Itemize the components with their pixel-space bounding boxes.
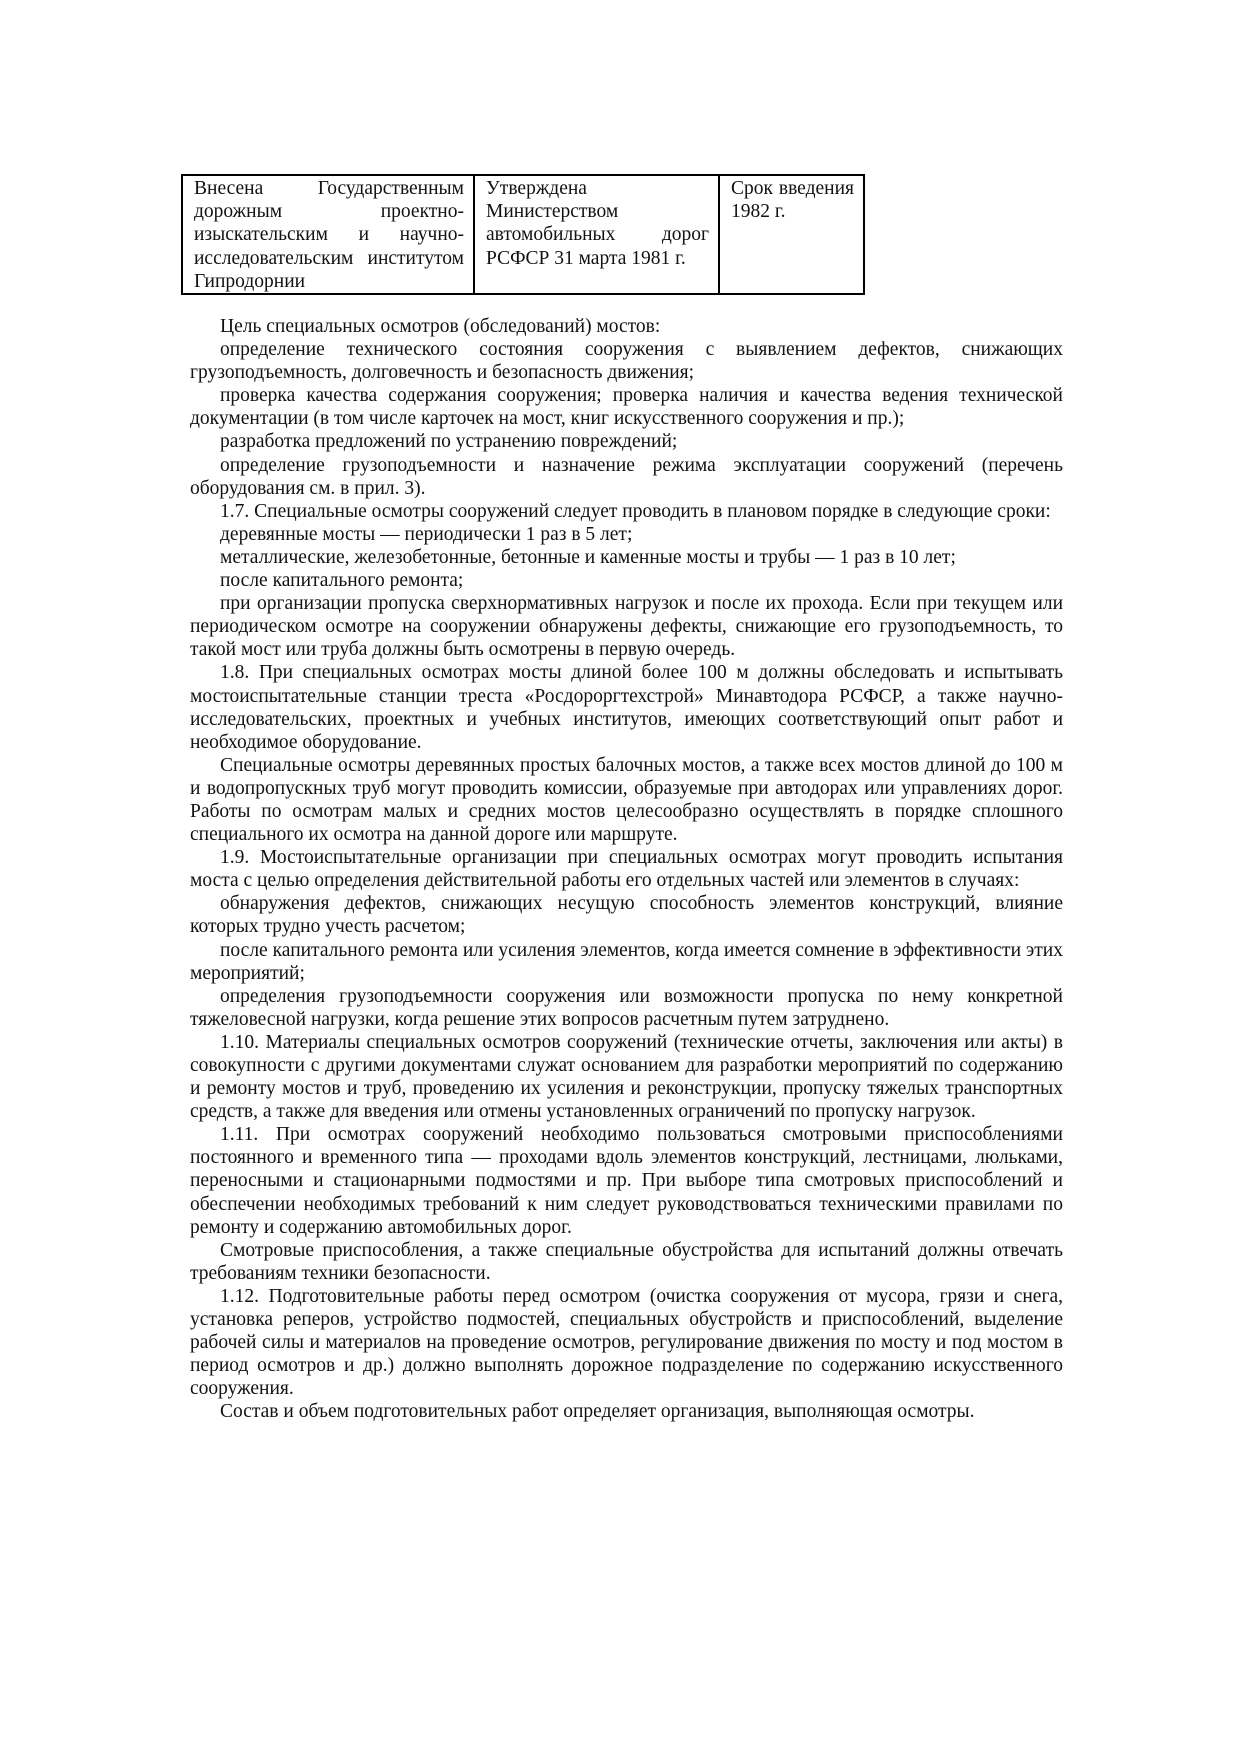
paragraph: обнаружения дефектов, снижающих несущую способность элементов конструкций, влияние которых трудно учесть расчетом; bbox=[190, 893, 1063, 938]
paragraph: Специальные осмотры деревянных простых балочных мостов, а также всех мостов длиной до 100 м и водопропускных труб могут проводить комиссии, образуемые при автодорах или управлениях дорог. Работы по осмотрам малых и средних мостов целесообразно осуществлять в порядке сплошного специального их осмотра на данной дороге или маршруте. bbox=[190, 754, 1063, 846]
paragraph: 1.11. При осмотрах сооружений необходимо пользоваться смотровыми приспособлениями постоянного и временного типа — проходами вдоль элементов конструкций, лестницами, люльками, переносными и стационарными подмостями и пр. При выборе типа смотровых приспособлений и обеспечении необходимых требований к ним следует руководствоваться техническими правилами по ремонту и содержанию автомобильных дорог. bbox=[190, 1124, 1063, 1238]
paragraph: после капитального ремонта или усиления элементов, когда имеется сомнение в эффективности этих мероприятий; bbox=[190, 939, 1063, 984]
effective-date-cell: Срок введения 1982 г. bbox=[719, 175, 864, 294]
paragraph: деревянные мосты — периодически 1 раз в 5 лет; bbox=[220, 523, 633, 545]
paragraph: определение технического состояния сооружения с выявлением дефектов, снижающих грузоподъемность, долговечность и безопасность движения; bbox=[190, 339, 1063, 384]
document-body bbox=[190, 315, 1063, 1424]
paragraph: Смотровые приспособления, а также специальные обустройства для испытаний должны отвечать требованиям техники безопасности. bbox=[190, 1239, 1063, 1284]
paragraph: Состав и объем подготовительных работ определяет организация, выполняющая осмотры. bbox=[220, 1401, 975, 1423]
header-table bbox=[181, 174, 865, 295]
paragraph: при организации пропуска сверхнормативных нагрузок и после их прохода. Если при текущем или периодическом осмотре на сооружении обнаружены дефекты, снижающие его грузоподъемность, то такой мост или труба должны быть осмотрены в первую очередь. bbox=[190, 593, 1063, 661]
paragraph: разработка предложений по устранению повреждений; bbox=[220, 431, 678, 453]
header-table-row bbox=[182, 175, 864, 294]
paragraph: 1.12. Подготовительные работы перед осмотром (очистка сооружения от мусора, грязи и снега, установка реперов, устройство подмостей, специальных обустройств и приспособлений, выделение рабочей силы и материалов на проведение осмотров, регулирование движения по мосту и под мостом в период осмотров и др.) должно выполнять дорожное подразделение по содержанию искусственного сооружения. bbox=[190, 1285, 1063, 1400]
paragraph: 1.7. Специальные осмотры сооружений следует проводить в плановом порядке в следующие сроки: bbox=[220, 500, 1051, 522]
paragraph: 1.9. Мостоиспытательные организации при специальных осмотрах могут проводить испытания моста с целью определения действительной работы его отдельных частей или элементов в случаях: bbox=[190, 847, 1063, 892]
approved-by-cell: Утверждена Министерством автомобильных дорог РСФСР 31 марта 1981 г. bbox=[474, 175, 719, 294]
paragraph: определение грузоподъемности и назначение режима эксплуатации сооружений (перечень оборудования см. в прил. 3). bbox=[190, 454, 1063, 499]
introduced-by-cell: Внесена Государственным дорожным проектно-изыскательским и научно-исследовательским институтом Гипродорнии bbox=[182, 175, 474, 294]
paragraph: металлические, железобетонные, бетонные и каменные мосты и трубы — 1 раз в 10 лет; bbox=[220, 546, 956, 568]
paragraph: 1.8. При специальных осмотрах мосты длиной более 100 м должны обследовать и испытывать мостоиспытательные станции треста «Росдороргтехстрой» Минавтодора РСФСР, а также научно-исследовательских, проектных и учебных институтов, имеющих соответствующий опыт работ и необходимое оборудование. bbox=[190, 662, 1063, 753]
paragraph: проверка качества содержания сооружения; проверка наличия и качества ведения технической документации (в том числе карточек на мост, книг искусственного сооружения и пр.); bbox=[190, 385, 1063, 430]
paragraph: 1.10. Материалы специальных осмотров сооружений (технические отчеты, заключения или акты) в совокупности с другими документами служат основанием для разработки мероприятий по содержанию и ремонту мостов и труб, проведению их усиления и реконструкции, пропуску тяжелых транспортных средств, а также для введения или отмены установленных ограничений по пропуску нагрузок. bbox=[190, 1031, 1063, 1123]
paragraph: определения грузоподъемности сооружения или возможности пропуска по нему конкретной тяжеловесной нагрузки, когда решение этих вопросов расчетным путем затруднено. bbox=[190, 985, 1063, 1030]
paragraph: после капитального ремонта; bbox=[220, 570, 464, 592]
paragraph: Цель специальных осмотров (обследований) мостов: bbox=[220, 316, 661, 337]
